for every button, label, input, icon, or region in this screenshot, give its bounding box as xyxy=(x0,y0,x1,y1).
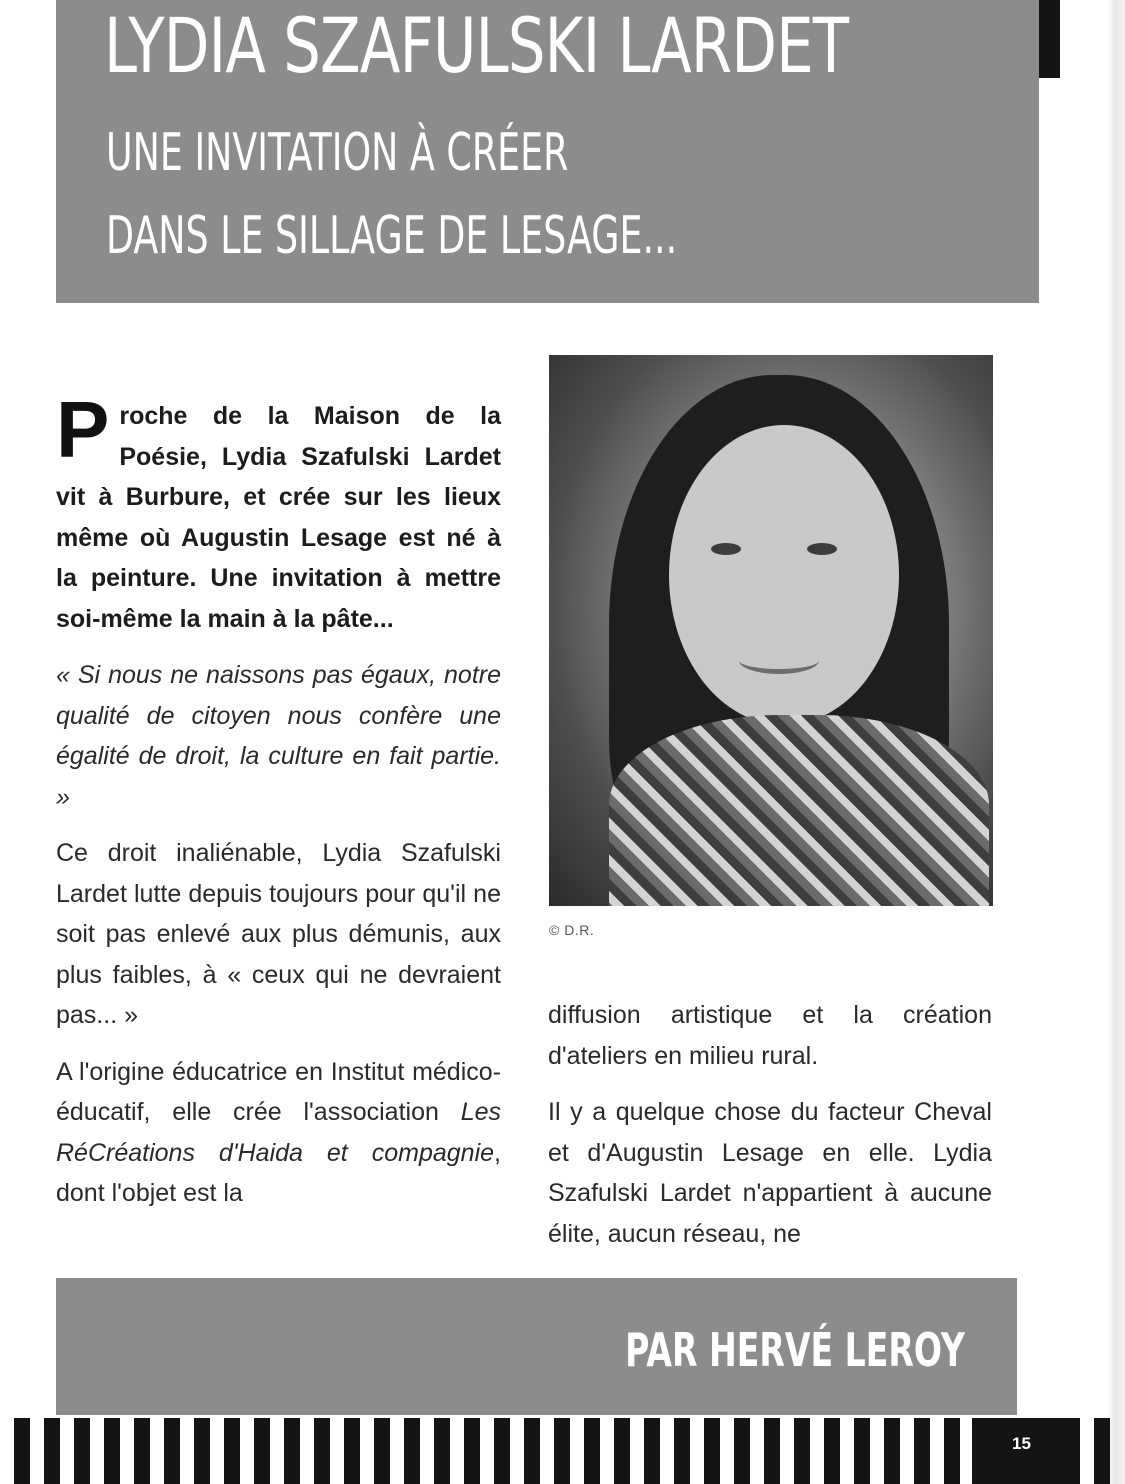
article-title: LYDIA SZAFULSKI LARDET xyxy=(104,1,849,90)
lead-paragraph xyxy=(56,385,501,639)
portrait-photo xyxy=(549,355,993,906)
portrait-right-eye xyxy=(807,543,837,555)
author-byline: PAR HERVÉ LEROY xyxy=(625,1323,965,1377)
right-column xyxy=(548,995,992,1254)
bottom-stripe-border xyxy=(0,1418,1110,1484)
page-number: 15 xyxy=(1012,1434,1031,1453)
body-paragraph-2-continued: diffusion artistique et la création d'ateliers en milieu rural. xyxy=(548,1001,992,1070)
portrait-left-eye xyxy=(711,543,741,555)
portrait-face xyxy=(669,425,899,725)
header-black-tab xyxy=(1039,0,1060,78)
page-edge-shadow xyxy=(1108,0,1125,1484)
pull-quote: « Si nous ne naissons pas égaux, notre qualité de citoyen nous confère une égalité de droit, la culture en fait partie. » xyxy=(56,661,501,811)
left-column xyxy=(56,385,501,1214)
subtitle-line-2: DANS LE SILLAGE DE LESAGE... xyxy=(106,206,678,266)
article-subtitle xyxy=(106,112,757,278)
para2-start: A l'origine éducatrice en Institut médico-éducatif, elle crée l'association xyxy=(56,1057,501,1126)
body-paragraph-2 xyxy=(56,1052,501,1214)
association-name: Les RéCréations d'Haida et compagnie xyxy=(56,1098,501,1167)
portrait-mouth xyxy=(739,647,819,674)
body-paragraph-3: Il y a quelque chose du facteur Cheval et d'Augustin Lesage en elle. Lydia Szafulski Lardet n'appartient à aucune élite, aucun réseau, ne xyxy=(548,1098,992,1248)
drop-cap: P xyxy=(56,385,110,474)
lead-text: roche de la Maison de la Poésie, Lydia Szafulski Lardet vit à Burbure, et crée sur les lieux même où Augustin Lesage est né à la peinture. Une invitation à mettre soi-même la main à la pâte... xyxy=(56,402,501,633)
body-paragraph-1: Ce droit inaliénable, Lydia Szafulski Lardet lutte depuis toujours pour qu'il ne soit pas enlevé aux plus démunis, aux plus faibles, à « ceux qui ne devraient pas... » xyxy=(56,839,501,1029)
subtitle-line-1: UNE INVITATION À CRÉER xyxy=(106,123,569,183)
portrait-scarf xyxy=(609,715,989,906)
para2-end: , dont l'objet est la xyxy=(56,1138,501,1207)
photo-credit: © D.R. xyxy=(549,922,595,938)
